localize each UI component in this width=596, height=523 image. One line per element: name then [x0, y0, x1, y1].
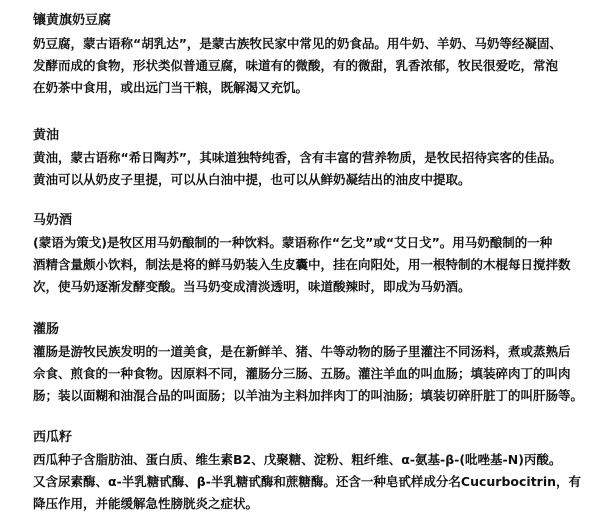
section-title-huangyou: 黄油	[33, 128, 60, 143]
paragraph-line: 奶豆腐，蒙古语称“胡乳达”，是蒙古族牧民家中常见的奶食品。用牛奶、羊奶、马奶等经凝固、	[33, 36, 562, 51]
section-title-naidoufu: 镶黄旗奶豆腐	[33, 13, 112, 28]
paragraph-line: 佘食、煎食的一种食物。因原料不同，灌肠分三肠、五肠。灌注羊血的叫血肠；填装碎肉丁的叫肉	[33, 366, 571, 381]
section-title-guanchang: 灌肠	[33, 322, 60, 337]
paragraph-line: 灌肠是游牧民族发明的一道美食，是在新鲜羊、猪、牛等动物的肠子里灌注不同汤料，煮或蒸熟后	[33, 344, 571, 359]
paragraph-line: 黄油可以从奶皮子里提，可以从白油中提，也可以从鲜奶凝结出的油皮中提取。	[33, 172, 471, 187]
paragraph-line: 发酵而成的食物，形状类似普通豆腐，味道有的微酸，有的微甜，乳香浓郁，牧民很爱吃，常泡	[33, 58, 559, 73]
paragraph-line: 在奶茶中食用，或出远门当干粮，既解渴又充饥。	[33, 80, 309, 95]
section-title-xiguazi: 西瓜籽	[33, 430, 73, 445]
paragraph-line: (蒙语为策戈)是牧区用马奶酿制的一种饮料。蒙语称作“乞戈”或“艾日戈”。用马奶酿制的一种	[33, 235, 553, 250]
paragraph-line: 酒精含量颇小饮料，制法是将的鲜马奶装入生皮囊中，挂在向阳处，用一根特制的木棍每日搅拌数	[33, 257, 571, 272]
paragraph-line: 肠；装以面糊和油混合品的叫面肠；以羊油为主料加拌肉丁的叫油肠；填装切碎肝脏丁的叫肝肠等。	[33, 388, 584, 403]
paragraph-line: 又含尿素酶、α-半乳糖甙酶、β-半乳糖甙酶和蔗糖酶。还含一种皂甙样成分名Cucurbocitrin，有	[33, 474, 582, 489]
paragraph-line: 次，使马奶逐渐发酵变酸。当马奶变成清淡透明，味道酸辣时，即成为马奶酒。	[33, 279, 471, 294]
paragraph-line: 黄油，蒙古语称“希日陶苏”，其味道独特纯香，含有丰富的营养物质，是牧民招待宾客的佳品。	[33, 150, 562, 165]
section-title-manaijiu: 马奶酒	[33, 213, 73, 228]
paragraph-line: 西瓜种子含脂肪油、蛋白质、维生素B2、戊聚糖、淀粉、粗纤维、α-氨基-β-(吡唑基-N)丙酸。	[33, 452, 562, 467]
paragraph-line: 降压作用，并能缓解急性膀胱炎之症状。	[33, 496, 259, 511]
